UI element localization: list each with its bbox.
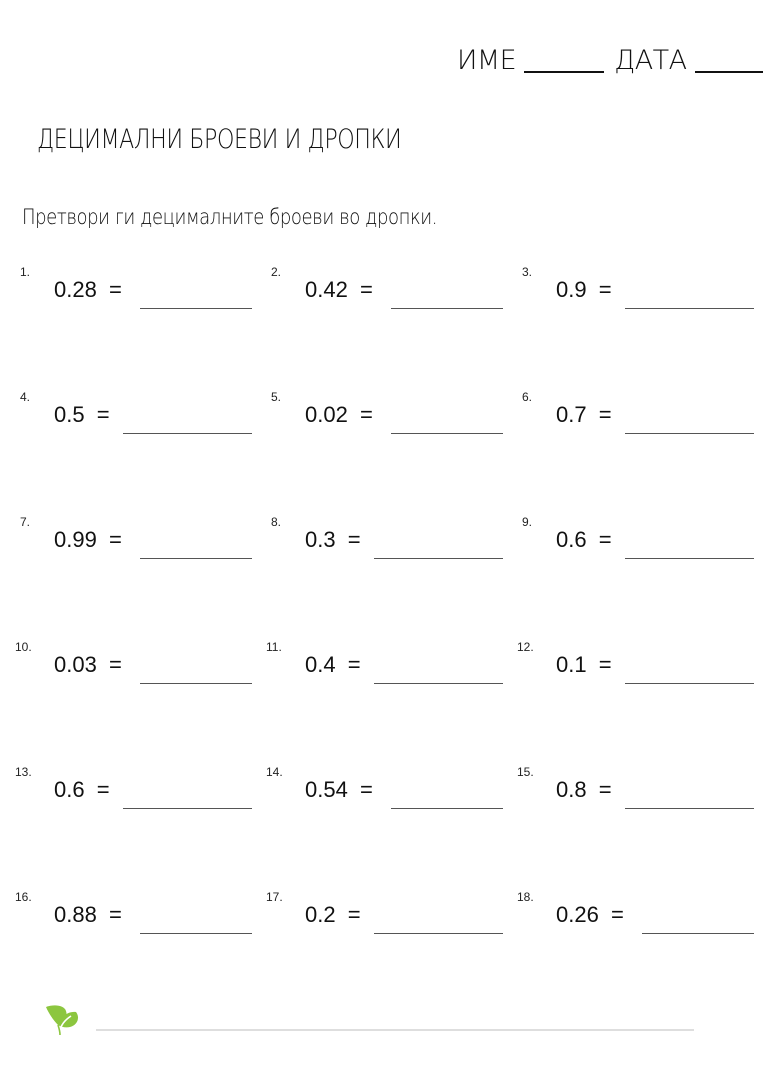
problem-number: 1. xyxy=(20,265,31,279)
answer-field[interactable] xyxy=(374,933,503,934)
problem-13 xyxy=(15,765,258,825)
answer-field[interactable] xyxy=(625,308,754,309)
problem-number: 7. xyxy=(20,515,31,529)
problem-17 xyxy=(266,890,509,950)
answer-field[interactable] xyxy=(123,433,252,434)
date-label: ДАТА xyxy=(614,45,687,76)
instructions: Претвори ги децималните броеви во дропки. xyxy=(22,205,438,229)
name-field[interactable] xyxy=(524,71,604,73)
problem-9 xyxy=(520,515,760,575)
problem-expression: 0.03 = xyxy=(54,652,122,677)
answer-field[interactable] xyxy=(625,558,754,559)
date-field[interactable] xyxy=(695,71,763,73)
page-title: ДЕЦИМАЛНИ БРОЕВИ И ДРОПКИ xyxy=(37,124,402,155)
answer-field[interactable] xyxy=(140,933,252,934)
problem-number: 5. xyxy=(271,390,282,404)
problem-expression: 0.9 = xyxy=(556,277,612,302)
problem-number: 13. xyxy=(15,765,32,779)
answer-field[interactable] xyxy=(391,808,503,809)
problem-number: 15. xyxy=(517,765,534,779)
problem-number: 3. xyxy=(522,265,533,279)
answer-field[interactable] xyxy=(625,433,754,434)
problem-4 xyxy=(18,390,258,450)
answer-field[interactable] xyxy=(140,683,252,684)
problem-expression: 0.54 = xyxy=(305,777,373,802)
problem-10 xyxy=(15,640,258,700)
problem-5 xyxy=(269,390,509,450)
problem-number: 11. xyxy=(266,640,282,654)
problem-18 xyxy=(517,890,760,950)
problem-number: 12. xyxy=(517,640,534,654)
problem-expression: 0.99 = xyxy=(54,527,122,552)
problem-number: 4. xyxy=(20,390,31,404)
problem-number: 2. xyxy=(271,265,282,279)
problem-6 xyxy=(520,390,760,450)
problem-expression: 0.42 = xyxy=(305,277,373,302)
problem-expression: 0.28 = xyxy=(54,277,122,302)
problem-7 xyxy=(18,515,258,575)
problem-2 xyxy=(269,265,509,325)
problem-number: 6. xyxy=(522,390,533,404)
problem-expression: 0.2 = xyxy=(305,902,361,927)
name-date-header xyxy=(457,46,763,76)
problem-number: 8. xyxy=(271,515,282,529)
answer-field[interactable] xyxy=(625,808,754,809)
answer-field[interactable] xyxy=(391,433,503,434)
problem-expression: 0.1 = xyxy=(556,652,612,677)
problem-expression: 0.26 = xyxy=(556,902,624,927)
problem-number: 18. xyxy=(517,890,534,904)
problem-16 xyxy=(15,890,258,950)
answer-field[interactable] xyxy=(374,683,503,684)
footer-divider xyxy=(96,1029,694,1031)
problem-expression: 0.6 = xyxy=(556,527,612,552)
problem-11 xyxy=(266,640,509,700)
problem-expression: 0.5 = xyxy=(54,402,110,427)
leaf-icon xyxy=(44,1003,84,1039)
answer-field[interactable] xyxy=(642,933,754,934)
problem-expression: 0.4 = xyxy=(305,652,361,677)
problem-number: 9. xyxy=(522,515,533,529)
problem-3 xyxy=(520,265,760,325)
problem-15 xyxy=(517,765,760,825)
problem-number: 10. xyxy=(15,640,32,654)
problem-8 xyxy=(269,515,509,575)
problem-number: 17. xyxy=(266,890,283,904)
problem-12 xyxy=(517,640,760,700)
answer-field[interactable] xyxy=(391,308,503,309)
answer-field[interactable] xyxy=(140,558,252,559)
problem-number: 16. xyxy=(15,890,32,904)
answer-field[interactable] xyxy=(374,558,503,559)
answer-field[interactable] xyxy=(123,808,252,809)
name-label: ИМЕ xyxy=(457,45,517,76)
problem-expression: 0.8 = xyxy=(556,777,612,802)
problem-number: 14. xyxy=(266,765,283,779)
problem-expression: 0.02 = xyxy=(305,402,373,427)
answer-field[interactable] xyxy=(140,308,252,309)
problem-expression: 0.3 = xyxy=(305,527,361,552)
problem-expression: 0.88 = xyxy=(54,902,122,927)
problem-expression: 0.6 = xyxy=(54,777,110,802)
problem-14 xyxy=(266,765,509,825)
answer-field[interactable] xyxy=(625,683,754,684)
problem-1 xyxy=(18,265,258,325)
problem-expression: 0.7 = xyxy=(556,402,612,427)
